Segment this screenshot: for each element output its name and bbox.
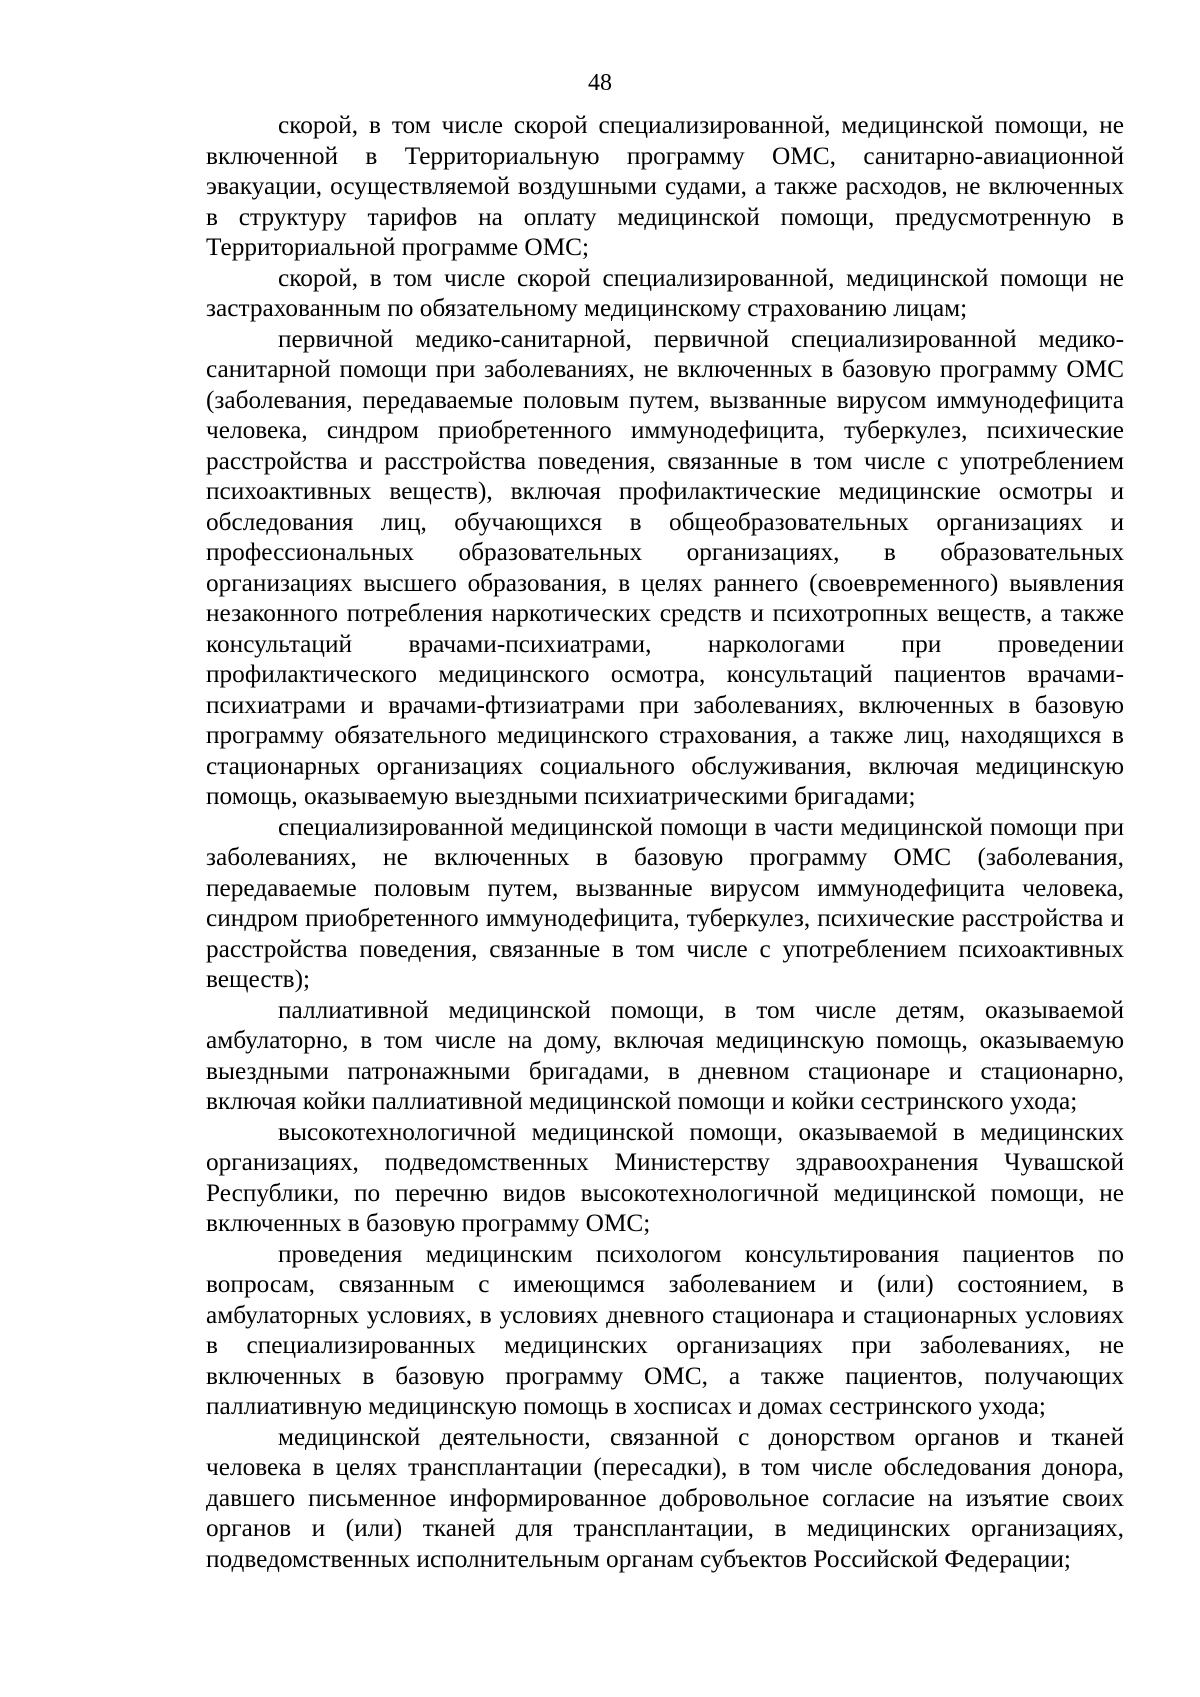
page-number: 48: [588, 70, 612, 96]
paragraph: медицинской деятельности, связанной с донорством органов и тканей человека в целях трансплантации (пересадки), в том числе обследования донора, давшего письменное информированное добровольное согласие на изъятие своих органов и (или) тканей для трансплантации, в медицинских организациях, подведомственных исполнительным органам субъектов Российской Федерации;: [206, 1422, 1124, 1573]
paragraph: специализированной медицинской помощи в части медицинской помощи при заболеваниях, не включенных в базовую программу ОМС (заболевания, передаваемые половым путем, вызванные вирусом иммунодефицита человека, синдром приобретенного иммунодефицита, туберкулез, психические расстройства и расстройства поведения, связанные в том числе с употреблением психоактивных веществ);: [206, 812, 1124, 993]
paragraph: высокотехнологичной медицинской помощи, оказываемой в медицинских организациях, подведомственных Министерству здравоохранения Чувашской Республики, по перечню видов высокотехнологичной медицинской помощи, не включенных в базовую программу ОМС;: [206, 1117, 1124, 1237]
paragraph: скорой, в том числе скорой специализированной, медицинской помощи, не включенной в Территориальную программу ОМС, санитарно-авиационной эвакуации, осуществляемой воздушными судами, а также расходов, не включенных в структуру тарифов на оплату медицинской помощи, предусмотренную в Территориальной программе ОМС;: [206, 111, 1124, 261]
document-body: [206, 110, 1124, 1574]
paragraph: скорой, в том числе скорой специализированной, медицинской помощи не застрахованным по обязательному медицинскому страхованию лицам;: [206, 263, 1124, 322]
paragraph: проведения медицинским психологом консультирования пациентов по вопросам, связанным с имеющимся заболеванием и (или) состоянием, в амбулаторных условиях, в условиях дневного стационара и стационарных условиях в специализированных медицинских организациях при заболеваниях, не включенных в базовую программу ОМС, а также пациентов, получающих паллиативную медицинскую помощь в хосписах и домах сестринского ухода;: [206, 1239, 1124, 1420]
paragraph: первичной медико-санитарной, первичной специализированной медико-санитарной помощи при заболеваниях, не включенных в базовую программу ОМС (заболевания, передаваемые половым путем, вызванные вирусом иммунодефицита человека, синдром приобретенного иммунодефицита, туберкулез, психические расстройства и расстройства поведения, связанные в том числе с употреблением психоактивных веществ), включая профилактические медицинские осмотры и обследования лиц, обучающихся в общеобразовательных организациях и профессиональных образовательных организациях, в образовательных организациях высшего образования, в целях раннего (своевременного) выявления незаконного потребления наркотических средств и психотропных веществ, а также консультаций врачами-психиатрами, наркологами при проведении профилактического медицинского осмотра, консультаций пациентов врачами-психиатрами и врачами-фтизиатрами при заболеваниях, включенных в базовую программу обязательного медицинского страхования, а также лиц, находящихся в стационарных организациях социального обслуживания, включая медицинскую помощь, оказываемую выездными психиатрическими бригадами;: [206, 324, 1124, 810]
paragraph: паллиативной медицинской помощи, в том числе детям, оказываемой амбулаторно, в том числе на дому, включая медицинскую помощь, оказываемую выездными патронажными бригадами, в дневном стационаре и стационарно, включая койки паллиативной медицинской помощи и койки сестринского ухода;: [206, 995, 1124, 1115]
